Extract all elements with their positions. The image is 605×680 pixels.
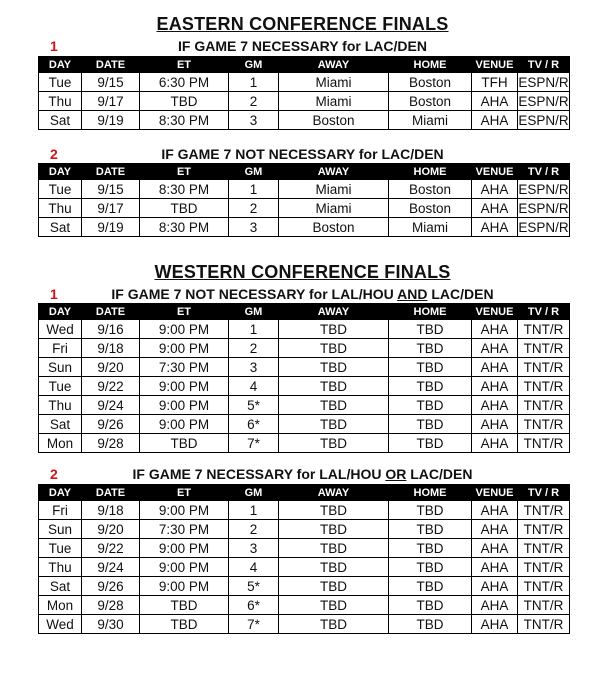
cell-date: 9/19 bbox=[82, 218, 140, 237]
cell-tv: TNT/R bbox=[518, 415, 570, 434]
header-home: HOME bbox=[389, 164, 472, 180]
west-scenario-2-subtitle bbox=[0, 466, 605, 482]
cell-gm: 1 bbox=[229, 501, 279, 520]
header-venue: VENUE bbox=[472, 304, 518, 320]
cell-venue: AHA bbox=[472, 339, 518, 358]
cell-day: Sun bbox=[39, 520, 82, 539]
header-date: DATE bbox=[82, 57, 140, 73]
west-scenario-1-table bbox=[38, 303, 570, 453]
cell-venue: AHA bbox=[472, 92, 518, 111]
cell-et: 9:00 PM bbox=[140, 558, 229, 577]
west-title: WESTERN CONFERENCE FINALS bbox=[154, 262, 451, 282]
cell-venue: AHA bbox=[472, 434, 518, 453]
table-row bbox=[39, 111, 570, 130]
cell-gm: 2 bbox=[229, 92, 279, 111]
cell-date: 9/20 bbox=[82, 358, 140, 377]
cell-venue: AHA bbox=[472, 558, 518, 577]
cell-et: TBD bbox=[140, 199, 229, 218]
table-row bbox=[39, 92, 570, 111]
cell-home: TBD bbox=[389, 434, 472, 453]
cell-home: TBD bbox=[389, 520, 472, 539]
cell-day: Tue bbox=[39, 377, 82, 396]
cell-tv: TNT/R bbox=[518, 577, 570, 596]
east-scenario-1-table bbox=[38, 56, 570, 130]
header-tv: TV / R bbox=[518, 485, 570, 501]
cell-away: TBD bbox=[279, 377, 389, 396]
table-header-row bbox=[39, 304, 570, 320]
cell-home: TBD bbox=[389, 539, 472, 558]
cell-home: Boston bbox=[389, 199, 472, 218]
cell-day: Sat bbox=[39, 577, 82, 596]
cell-home: Miami bbox=[389, 218, 472, 237]
west-scenario-1-number: 1 bbox=[50, 286, 58, 302]
table-row bbox=[39, 396, 570, 415]
cell-venue: AHA bbox=[472, 320, 518, 339]
cell-venue: AHA bbox=[472, 218, 518, 237]
header-day: DAY bbox=[39, 57, 82, 73]
cell-gm: 4 bbox=[229, 558, 279, 577]
cell-date: 9/20 bbox=[82, 520, 140, 539]
cell-gm: 3 bbox=[229, 111, 279, 130]
header-venue: VENUE bbox=[472, 164, 518, 180]
cell-date: 9/15 bbox=[82, 180, 140, 199]
cell-tv: ESPN/R bbox=[518, 200, 569, 216]
header-day: DAY bbox=[39, 164, 82, 180]
header-day: DAY bbox=[39, 485, 82, 501]
table-row bbox=[39, 199, 570, 218]
cell-away: TBD bbox=[279, 577, 389, 596]
cell-et: 7:30 PM bbox=[140, 520, 229, 539]
cell-tv: ESPN/R bbox=[518, 219, 569, 235]
cell-et: 9:00 PM bbox=[140, 396, 229, 415]
table-row bbox=[39, 596, 570, 615]
cell-tv: TNT/R bbox=[518, 396, 570, 415]
cell-home: TBD bbox=[389, 501, 472, 520]
cell-day: Thu bbox=[39, 199, 82, 218]
cell-home: TBD bbox=[389, 358, 472, 377]
cell-tv: TNT/R bbox=[518, 539, 570, 558]
cell-home: TBD bbox=[389, 615, 472, 634]
cell-day: Sun bbox=[39, 358, 82, 377]
cell-et: 8:30 PM bbox=[140, 111, 229, 130]
table-row bbox=[39, 320, 570, 339]
cell-date: 9/26 bbox=[82, 577, 140, 596]
cell-venue: AHA bbox=[472, 180, 518, 199]
cell-tv: TNT/R bbox=[518, 320, 570, 339]
cell-tv: TNT/R bbox=[518, 558, 570, 577]
header-et: ET bbox=[140, 57, 229, 73]
header-tv: TV / R bbox=[518, 57, 570, 73]
header-gm: GM bbox=[229, 485, 279, 501]
cell-venue: AHA bbox=[472, 111, 518, 130]
cell-et: 7:30 PM bbox=[140, 358, 229, 377]
east-scenario-1-number: 1 bbox=[50, 38, 58, 54]
subtitle-part: LAC/DEN bbox=[427, 286, 494, 302]
cell-venue: AHA bbox=[472, 415, 518, 434]
cell-tv: TNT/R bbox=[518, 434, 570, 453]
cell-day: Thu bbox=[39, 558, 82, 577]
cell-away: TBD bbox=[279, 501, 389, 520]
cell-tv: TNT/R bbox=[518, 358, 570, 377]
cell-day: Tue bbox=[39, 73, 82, 92]
header-home: HOME bbox=[389, 304, 472, 320]
header-away: AWAY bbox=[279, 164, 389, 180]
header-home: HOME bbox=[389, 485, 472, 501]
cell-day: Sat bbox=[39, 111, 82, 130]
table-row bbox=[39, 539, 570, 558]
cell-et: TBD bbox=[140, 596, 229, 615]
header-et: ET bbox=[140, 164, 229, 180]
cell-gm: 3 bbox=[229, 218, 279, 237]
cell-gm: 1 bbox=[229, 180, 279, 199]
cell-day: Wed bbox=[39, 615, 82, 634]
east-scenario-2-subtitle: IF GAME 7 NOT NECESSARY for LAC/DEN bbox=[161, 146, 444, 162]
cell-gm: 1 bbox=[229, 320, 279, 339]
header-et: ET bbox=[140, 485, 229, 501]
cell-home: TBD bbox=[389, 377, 472, 396]
cell-home: TBD bbox=[389, 558, 472, 577]
cell-et: 8:30 PM bbox=[140, 218, 229, 237]
subtitle-part: IF GAME 7 NECESSARY for LAL/HOU bbox=[132, 466, 386, 482]
cell-date: 9/28 bbox=[82, 596, 140, 615]
cell-home: Boston bbox=[389, 92, 472, 111]
header-venue: VENUE bbox=[472, 57, 518, 73]
table-row bbox=[39, 434, 570, 453]
cell-venue: AHA bbox=[472, 501, 518, 520]
cell-tv: TNT/R bbox=[518, 377, 570, 396]
header-away: AWAY bbox=[279, 57, 389, 73]
cell-away: Miami bbox=[279, 92, 389, 111]
cell-date: 9/24 bbox=[82, 396, 140, 415]
cell-venue: AHA bbox=[472, 396, 518, 415]
cell-gm: 4 bbox=[229, 377, 279, 396]
table-row bbox=[39, 501, 570, 520]
east-title: EASTERN CONFERENCE FINALS bbox=[156, 14, 449, 34]
header-gm: GM bbox=[229, 164, 279, 180]
cell-home: TBD bbox=[389, 596, 472, 615]
cell-date: 9/22 bbox=[82, 539, 140, 558]
cell-home: TBD bbox=[389, 396, 472, 415]
cell-date: 9/22 bbox=[82, 377, 140, 396]
cell-away: TBD bbox=[279, 558, 389, 577]
cell-away: TBD bbox=[279, 434, 389, 453]
cell-gm: 3 bbox=[229, 358, 279, 377]
east-scenario-2-number: 2 bbox=[50, 146, 58, 162]
cell-et: TBD bbox=[140, 92, 229, 111]
cell-date: 9/30 bbox=[82, 615, 140, 634]
cell-gm: 2 bbox=[229, 520, 279, 539]
cell-gm: 3 bbox=[229, 539, 279, 558]
cell-day: Fri bbox=[39, 339, 82, 358]
header-day: DAY bbox=[39, 304, 82, 320]
header-gm: GM bbox=[229, 304, 279, 320]
east-scenario-1-subtitle: IF GAME 7 NECESSARY for LAC/DEN bbox=[178, 38, 427, 54]
cell-et: 8:30 PM bbox=[140, 180, 229, 199]
cell-away: Boston bbox=[279, 218, 389, 237]
cell-venue: AHA bbox=[472, 539, 518, 558]
header-away: AWAY bbox=[279, 304, 389, 320]
cell-et: 9:00 PM bbox=[140, 320, 229, 339]
cell-day: Wed bbox=[39, 320, 82, 339]
cell-home: Boston bbox=[389, 180, 472, 199]
cell-date: 9/24 bbox=[82, 558, 140, 577]
cell-gm: 2 bbox=[229, 339, 279, 358]
cell-venue: AHA bbox=[472, 377, 518, 396]
subtitle-part: LAC/DEN bbox=[406, 466, 473, 482]
table-row bbox=[39, 358, 570, 377]
cell-date: 9/18 bbox=[82, 501, 140, 520]
cell-tv: TNT/R bbox=[518, 520, 570, 539]
cell-gm: 7* bbox=[229, 615, 279, 634]
table-header-row bbox=[39, 57, 570, 73]
cell-away: TBD bbox=[279, 396, 389, 415]
cell-et: 9:00 PM bbox=[140, 339, 229, 358]
cell-et: 9:00 PM bbox=[140, 539, 229, 558]
table-row bbox=[39, 615, 570, 634]
cell-tv: TNT/R bbox=[518, 615, 570, 634]
table-row bbox=[39, 339, 570, 358]
cell-gm: 7* bbox=[229, 434, 279, 453]
subtitle-part: IF GAME 7 NOT NECESSARY for LAL/HOU bbox=[111, 286, 398, 302]
cell-home: TBD bbox=[389, 339, 472, 358]
cell-et: 6:30 PM bbox=[140, 73, 229, 92]
header-home: HOME bbox=[389, 57, 472, 73]
table-row bbox=[39, 180, 570, 199]
cell-venue: AHA bbox=[472, 520, 518, 539]
cell-away: TBD bbox=[279, 615, 389, 634]
cell-gm: 5* bbox=[229, 396, 279, 415]
cell-gm: 2 bbox=[229, 199, 279, 218]
cell-tv: TNT/R bbox=[518, 339, 570, 358]
cell-date: 9/16 bbox=[82, 320, 140, 339]
cell-gm: 6* bbox=[229, 596, 279, 615]
cell-away: TBD bbox=[279, 520, 389, 539]
cell-day: Thu bbox=[39, 92, 82, 111]
cell-day: Tue bbox=[39, 539, 82, 558]
cell-date: 9/18 bbox=[82, 339, 140, 358]
header-tv: TV / R bbox=[518, 164, 570, 180]
cell-day: Mon bbox=[39, 596, 82, 615]
cell-date: 9/19 bbox=[82, 111, 140, 130]
header-tv: TV / R bbox=[518, 304, 570, 320]
header-away: AWAY bbox=[279, 485, 389, 501]
cell-venue: AHA bbox=[472, 615, 518, 634]
cell-venue: AHA bbox=[472, 577, 518, 596]
table-header-row bbox=[39, 164, 570, 180]
cell-et: 9:00 PM bbox=[140, 501, 229, 520]
subtitle-emphasis: OR bbox=[385, 466, 407, 482]
cell-day: Sat bbox=[39, 415, 82, 434]
cell-et: 9:00 PM bbox=[140, 377, 229, 396]
cell-tv: ESPN/R bbox=[518, 93, 569, 109]
cell-venue: AHA bbox=[472, 596, 518, 615]
cell-tv: TNT/R bbox=[518, 596, 570, 615]
cell-day: Mon bbox=[39, 434, 82, 453]
cell-day: Tue bbox=[39, 180, 82, 199]
cell-away: Miami bbox=[279, 73, 389, 92]
cell-tv: ESPN/R bbox=[518, 112, 569, 128]
cell-tv: TNT/R bbox=[518, 501, 570, 520]
header-gm: GM bbox=[229, 57, 279, 73]
cell-date: 9/15 bbox=[82, 73, 140, 92]
cell-gm: 1 bbox=[229, 73, 279, 92]
table-row bbox=[39, 377, 570, 396]
cell-away: Boston bbox=[279, 111, 389, 130]
cell-tv: ESPN/R bbox=[518, 74, 569, 90]
east-scenario-2-table bbox=[38, 163, 570, 237]
cell-away: TBD bbox=[279, 320, 389, 339]
west-scenario-1-subtitle bbox=[0, 286, 605, 302]
cell-day: Fri bbox=[39, 501, 82, 520]
header-date: DATE bbox=[82, 164, 140, 180]
cell-away: TBD bbox=[279, 596, 389, 615]
cell-et: TBD bbox=[140, 434, 229, 453]
header-date: DATE bbox=[82, 304, 140, 320]
cell-et: TBD bbox=[140, 615, 229, 634]
table-row bbox=[39, 218, 570, 237]
cell-date: 9/28 bbox=[82, 434, 140, 453]
table-row bbox=[39, 415, 570, 434]
header-et: ET bbox=[140, 304, 229, 320]
subtitle-emphasis: AND bbox=[397, 286, 428, 302]
cell-away: TBD bbox=[279, 358, 389, 377]
cell-away: Miami bbox=[279, 180, 389, 199]
cell-home: Boston bbox=[389, 73, 472, 92]
cell-gm: 6* bbox=[229, 415, 279, 434]
cell-date: 9/17 bbox=[82, 92, 140, 111]
cell-gm: 5* bbox=[229, 577, 279, 596]
cell-away: TBD bbox=[279, 339, 389, 358]
cell-venue: AHA bbox=[472, 199, 518, 218]
west-scenario-2-table bbox=[38, 484, 570, 634]
cell-home: TBD bbox=[389, 320, 472, 339]
cell-date: 9/17 bbox=[82, 199, 140, 218]
cell-et: 9:00 PM bbox=[140, 577, 229, 596]
cell-home: Miami bbox=[389, 111, 472, 130]
cell-venue: TFH bbox=[472, 73, 518, 92]
cell-away: TBD bbox=[279, 539, 389, 558]
cell-venue: AHA bbox=[472, 358, 518, 377]
cell-tv: ESPN/R bbox=[518, 181, 569, 197]
table-row bbox=[39, 73, 570, 92]
cell-day: Thu bbox=[39, 396, 82, 415]
table-row bbox=[39, 577, 570, 596]
cell-day: Sat bbox=[39, 218, 82, 237]
cell-date: 9/26 bbox=[82, 415, 140, 434]
cell-home: TBD bbox=[389, 577, 472, 596]
table-row bbox=[39, 520, 570, 539]
west-scenario-2-number: 2 bbox=[50, 466, 58, 482]
cell-away: Miami bbox=[279, 199, 389, 218]
cell-home: TBD bbox=[389, 415, 472, 434]
header-venue: VENUE bbox=[472, 485, 518, 501]
table-row bbox=[39, 558, 570, 577]
table-header-row bbox=[39, 485, 570, 501]
cell-et: 9:00 PM bbox=[140, 415, 229, 434]
header-date: DATE bbox=[82, 485, 140, 501]
cell-away: TBD bbox=[279, 415, 389, 434]
